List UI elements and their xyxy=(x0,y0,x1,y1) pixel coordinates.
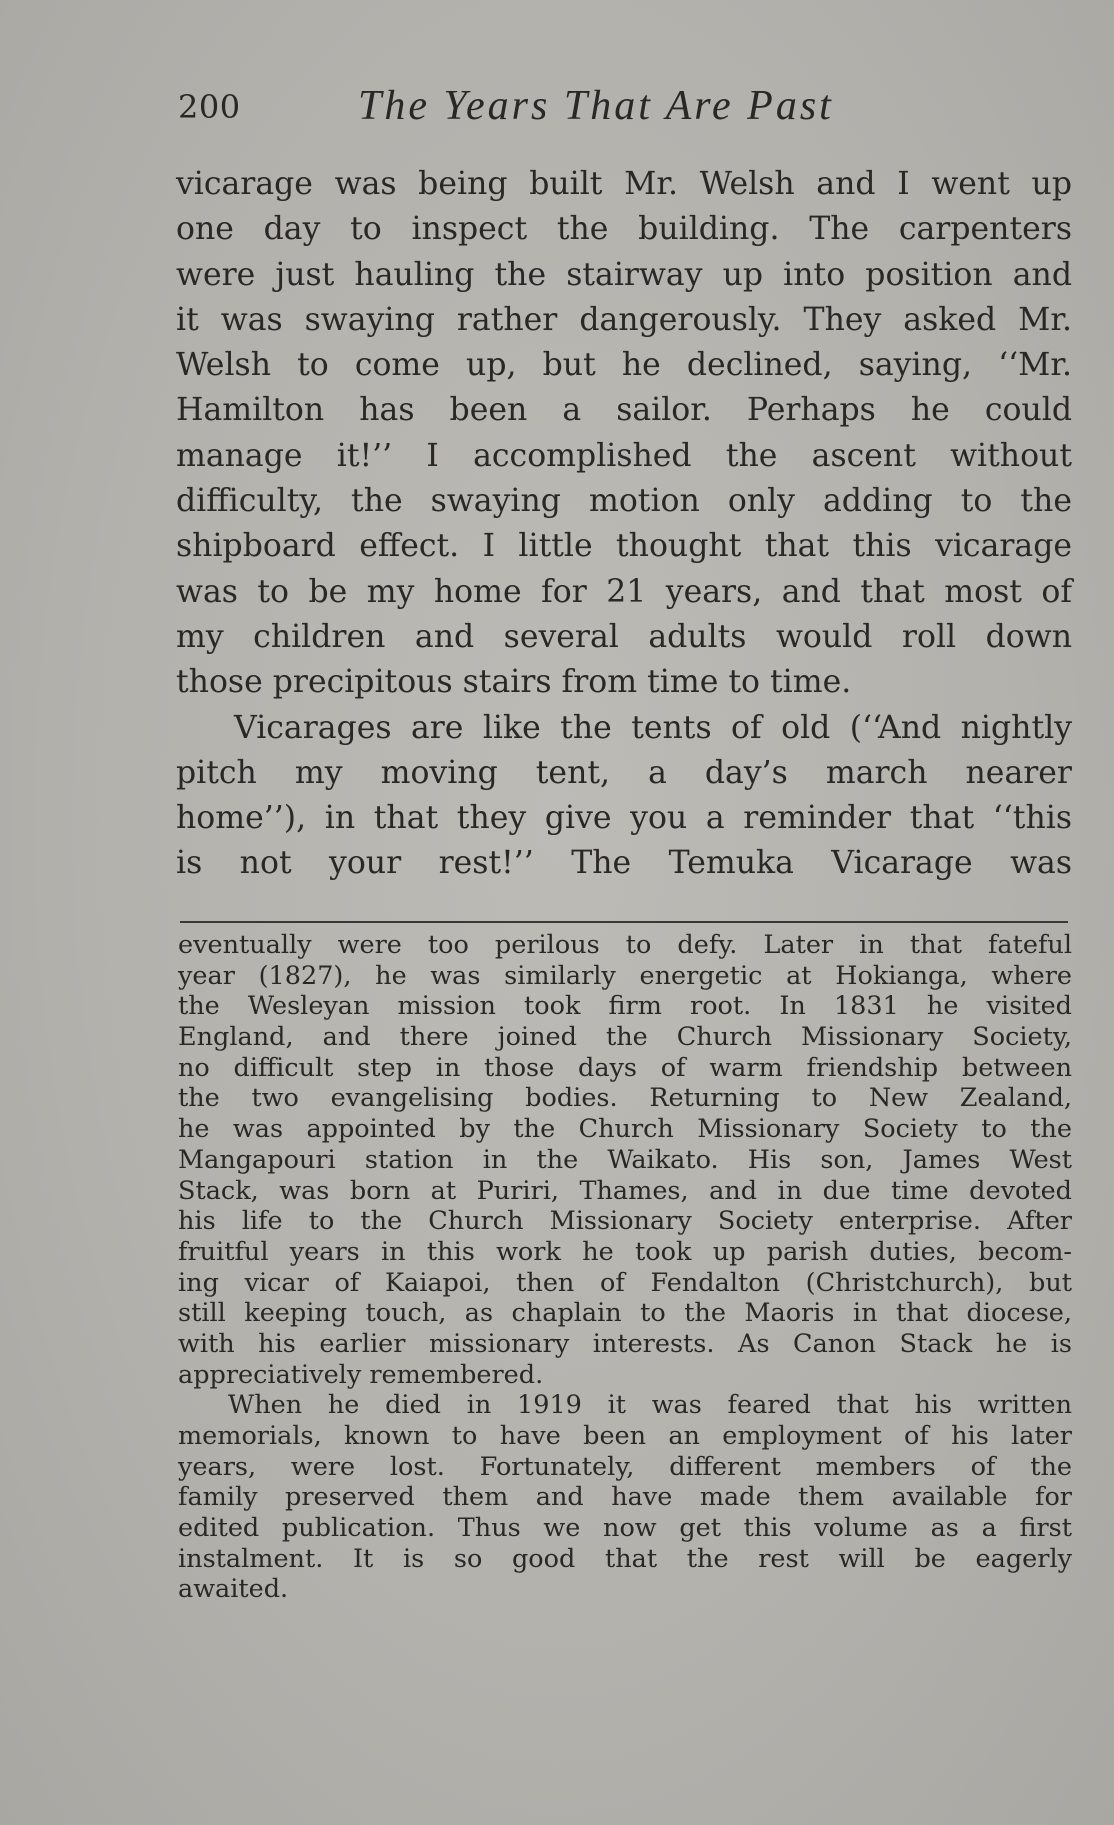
main-text xyxy=(176,162,1072,887)
text-line: shipboard effect. I little thought that this vicarage xyxy=(176,528,1072,565)
footnote-line: instalment. It is so good that the rest will be eagerly xyxy=(178,1543,1072,1574)
footnote-line: When he died in 1919 it was feared that his written xyxy=(228,1390,1072,1421)
text-line: it was swaying rather dangerously. They asked Mr. xyxy=(176,301,1072,338)
footnote-line: Stack, was born at Puriri, Thames, and in due time devoted xyxy=(178,1175,1072,1206)
text-line: one day to inspect the building. The carpenters xyxy=(176,211,1072,248)
text-line: my children and several adults would roll down xyxy=(176,618,1072,655)
footnote-line: no difficult step in those days of warm friendship between xyxy=(178,1052,1072,1083)
footnote-line: edited publication. Thus we now get this volume as a first xyxy=(178,1513,1072,1544)
text-line: Hamilton has been a sailor. Perhaps he could xyxy=(176,392,1072,429)
footnote-line: Mangapouri station in the Waikato. His son, James West xyxy=(178,1144,1072,1175)
running-head xyxy=(178,78,898,134)
text-line: home’’), in that they give you a reminder that ‘‘this xyxy=(176,800,1072,837)
footnote-line: with his earlier missionary interests. As Canon Stack he is xyxy=(178,1328,1072,1359)
text-line: is not your rest!’’ The Temuka Vicarage was xyxy=(176,845,1072,882)
footnote-line: the Wesleyan mission took firm root. In 1831 he visited xyxy=(178,991,1072,1022)
footnote-line: he was appointed by the Church Missionary Society to the xyxy=(178,1114,1072,1145)
footnote-line: fruitful years in this work he took up parish duties, becom- xyxy=(178,1236,1072,1267)
text-line: those precipitous stairs from time to time. xyxy=(176,664,852,701)
text-line: Vicarages are like the tents of old (‘‘And nightly xyxy=(234,709,1072,746)
footnote-line: eventually were too perilous to defy. Later in that fateful xyxy=(178,930,1072,960)
page-number: 200 xyxy=(178,88,241,126)
text-line: pitch my moving tent, a day’s march nearer xyxy=(176,754,1072,791)
footnote-line: family preserved them and have made them available for xyxy=(178,1482,1072,1513)
text-line: vicarage was being built Mr. Welsh and I went up xyxy=(176,166,1072,202)
footnote-divider xyxy=(180,921,1068,923)
footnote-line: years, were lost. Fortunately, different members of the xyxy=(178,1451,1072,1482)
text-line: Welsh to come up, but he declined, saying, ‘‘Mr. xyxy=(176,347,1072,384)
text-line: was to be my home for 21 years, and that most of xyxy=(176,573,1072,610)
footnote-line: his life to the Church Missionary Society enterprise. After xyxy=(178,1206,1072,1237)
text-line: were just hauling the stairway up into position and xyxy=(176,256,1072,293)
footnote-line: ing vicar of Kaiapoi, then of Fendalton (Christchurch), but xyxy=(178,1267,1072,1298)
footnote-line: England, and there joined the Church Missionary Society, xyxy=(178,1022,1072,1053)
text-line: manage it!’’ I accomplished the ascent without xyxy=(176,437,1072,474)
footnote-line: appreciatively remembered. xyxy=(178,1359,544,1390)
running-title: The Years That Are Past xyxy=(358,83,834,129)
footnote-line: memorials, known to have been an employment of his later xyxy=(178,1421,1072,1451)
footnote-line: year (1827), he was similarly energetic at Hokianga, where xyxy=(178,960,1072,991)
footnote-line: awaited. xyxy=(178,1574,289,1605)
footnote-line: still keeping touch, as chaplain to the Maoris in that diocese, xyxy=(178,1298,1072,1329)
footnote-line: the two evangelising bodies. Returning to New Zealand, xyxy=(178,1083,1072,1114)
footnote-text xyxy=(178,930,1072,1605)
text-line: difficulty, the swaying motion only adding to the xyxy=(176,483,1072,520)
